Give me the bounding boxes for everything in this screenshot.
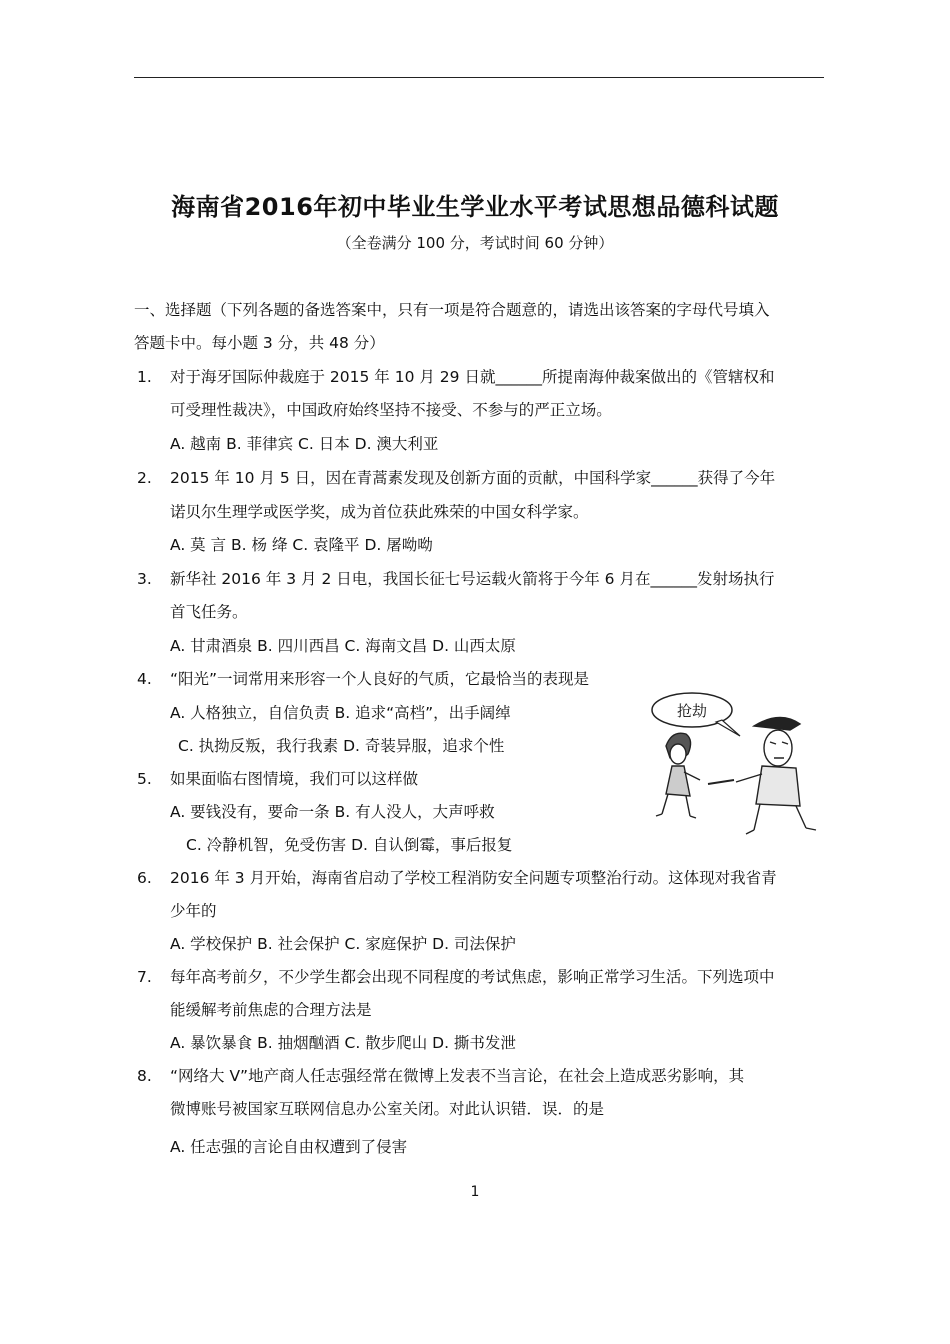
question-text: 可受理性裁决》，中国政府始终坚持不接受、不参与的严正立场。 <box>170 401 612 419</box>
woman-figure <box>656 733 700 818</box>
robbery-cartoon <box>650 684 830 844</box>
question-number: 2. <box>137 469 152 487</box>
exam-subtitle: （全卷满分 100 分，考试时间 60 分钟） <box>336 234 614 252</box>
man-figure <box>736 717 816 834</box>
question-text: “阳光”一词常用来形容一个人良好的气质，它最恰当的表现是 <box>170 670 590 688</box>
section-instructions-line-1: 一、选择题（下列各题的备选答案中，只有一项是符合题意的，请选出该答案的字母代号填入 <box>134 301 770 319</box>
question-text: 对于海牙国际仲裁庭于 2015 年 10 月 29 日就______所提南海仲裁案做出的《管辖权和 <box>170 368 775 386</box>
question-text: 首飞任务。 <box>170 603 248 621</box>
question-options: A. 任志强的言论自由权遭到了侵害 <box>170 1138 408 1156</box>
question-text: 少年的 <box>170 902 217 920</box>
question-text: 2015 年 10 月 5 日，因在青蒿素发现及创新方面的贡献，中国科学家______获得了今年 <box>170 469 776 487</box>
question-options: A. 人格独立，自信负责 B. 追求“高档”，出手阔绰 <box>170 704 511 722</box>
question-text: 微博账号被国家互联网信息办公室关闭。对此认识错．误．的是 <box>170 1100 605 1118</box>
question-number: 8. <box>137 1067 152 1085</box>
question-options: A. 暴饮暴食 B. 抽烟酗酒 C. 散步爬山 D. 撕书发泄 <box>170 1034 516 1052</box>
question-number: 5. <box>137 770 152 788</box>
header-rule <box>134 77 824 78</box>
page-number: 1 <box>470 1184 480 1200</box>
question-number: 7. <box>137 968 152 986</box>
question-number: 4. <box>137 670 152 688</box>
question-options: A. 学校保护 B. 社会保护 C. 家庭保护 D. 司法保护 <box>170 935 516 953</box>
question-number: 6. <box>137 869 152 887</box>
question-text: 新华社 2016 年 3 月 2 日电，我国长征七号运载火箭将于今年 6 月在______发射场执行 <box>170 570 775 588</box>
question-number: 1. <box>137 368 152 386</box>
question-options: A. 莫 言 B. 杨 绛 C. 袁隆平 D. 屠呦呦 <box>170 536 433 554</box>
question-text: 2016 年 3 月开始，海南省启动了学校工程消防安全问题专项整治行动。这体现对我省青 <box>170 869 777 887</box>
question-options: C. 执拗反叛，我行我素 D. 奇装异服，追求个性 <box>178 737 505 755</box>
question-text: 每年高考前夕，不少学生都会出现不同程度的考试焦虑，影响正常学习生活。下列选项中 <box>170 968 775 986</box>
speech-text: 抢劫 <box>676 702 708 720</box>
exam-title: 海南省2016年初中毕业生学业水平考试思想品德科试题 <box>171 193 779 221</box>
question-text: 如果面临右图情境，我们可以这样做 <box>170 770 419 788</box>
question-text: 诺贝尔生理学或医学奖，成为首位获此殊荣的中国女科学家。 <box>170 503 589 521</box>
robbery-cartoon-drawing <box>650 684 830 844</box>
section-instructions-line-2: 答题卡中。每小题 3 分，共 48 分） <box>134 334 385 352</box>
question-text: 能缓解考前焦虑的合理方法是 <box>170 1001 372 1019</box>
knife <box>708 780 734 784</box>
question-options: A. 甘肃酒泉 B. 四川西昌 C. 海南文昌 D. 山西太原 <box>170 637 516 655</box>
question-text: “网络大 V”地产商人任志强经常在微博上发表不当言论，在社会上造成恶劣影响，其 <box>170 1067 745 1085</box>
speech-bubble-tail <box>716 720 740 736</box>
question-options: A. 越南 B. 菲律宾 C. 日本 D. 澳大利亚 <box>170 435 439 453</box>
question-options: C. 冷静机智，免受伤害 D. 自认倒霉，事后报复 <box>186 836 513 854</box>
question-number: 3. <box>137 570 152 588</box>
question-options: A. 要钱没有，要命一条 B. 有人没人，大声呼救 <box>170 803 495 821</box>
